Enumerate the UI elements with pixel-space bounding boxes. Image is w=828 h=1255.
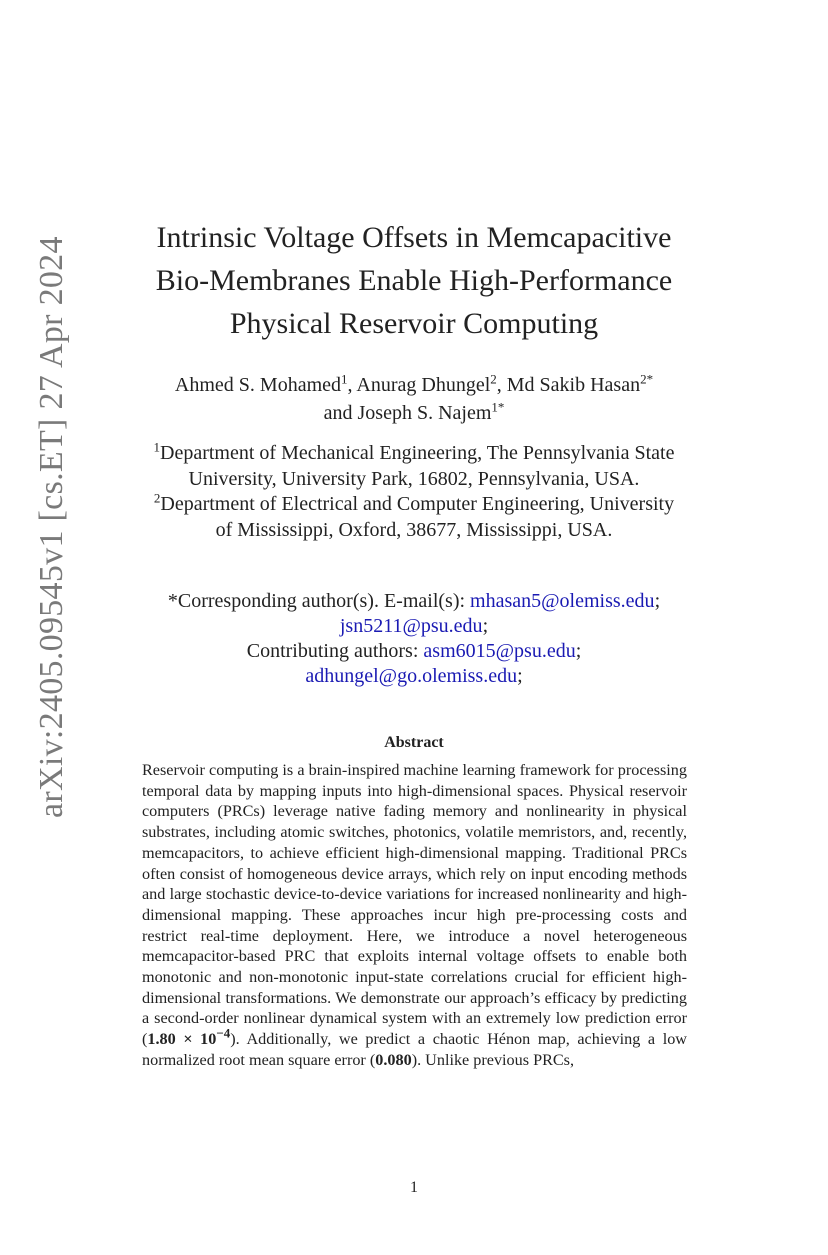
abstract-text: ). Additionally, we predict a chaotic Hénon map, achieving a low normalized root mean square error ( [142, 1030, 687, 1069]
author-name: Joseph S. Najem [357, 402, 492, 424]
corresponding-label: *Corresponding author(s). E-mail(s): [167, 590, 466, 612]
title-line: Intrinsic Voltage Offsets in Memcapacitive [156, 221, 672, 254]
author-affiliation-mark: 1 [341, 371, 348, 387]
title-line: Physical Reservoir Computing [229, 307, 599, 340]
affiliation-text: Department of Electrical and Computer Engineering, University [160, 493, 675, 515]
arxiv-identifier: arXiv:2405.09545v1 [cs.ET] 27 Apr 2024 [33, 236, 70, 818]
title-line: Bio-Membranes Enable High-Performance [155, 264, 673, 297]
affiliation-mark: 1 [153, 439, 161, 455]
author-line [100, 399, 728, 427]
affiliation-line: University, University Park, 16802, Pennsylvania, USA. [188, 467, 640, 490]
separator: ; [517, 665, 523, 687]
contact-line [100, 614, 728, 639]
contributing-label: Contributing authors: [246, 640, 419, 662]
error-mantissa: 1.80 × 10 [147, 1030, 217, 1049]
affiliation-line [100, 492, 728, 518]
author-name: Ahmed S. Mohamed [174, 374, 341, 396]
email-link[interactable]: adhungel@go.olemiss.edu [305, 665, 518, 687]
error-exponent: −4 [216, 1025, 231, 1041]
author-name: Md Sakib Hasan [506, 374, 641, 396]
prediction-error-value [147, 1025, 231, 1049]
author-affiliation-mark: 2* [640, 371, 654, 387]
abstract-text: ). Unlike previous PRCs, [411, 1050, 575, 1069]
email-link[interactable]: jsn5211@psu.edu [339, 615, 483, 637]
affiliation-line [100, 441, 728, 467]
contact-line [100, 664, 728, 689]
separator: ; [654, 590, 661, 612]
abstract-text: Reservoir computing is a brain-inspired machine learning framework for processing temporal data by mapping inputs into high-dimensional spaces. Physical reservoir computers (PRCs) leverage native fading memory and nonlinearity in physical substrates, including atomic switches, photonics, volatile memristors, and, recently, memcapacitors, to achieve efficient high-dimensional mapping. Traditional PRCs often consist of homogeneous device arrays, which rely on input encoding methods and large stochastic device-to-device variations for increased nonlinearity and high-dimensional mapping. These approaches incur high pre-processing costs and restrict real-time deployment. Here, we introduce a novel heterogeneous memcapacitor-based PRC that exploits internal voltage offsets to enable both monotonic and non-monotonic input-state correlations crucial for efficient high-dimensional transformations. We demonstrate our approach’s efficacy by predicting a second-order nonlinear dynamical system with an extremely low prediction error ( [142, 761, 687, 1049]
contact-line [100, 639, 728, 664]
author-name: Anurag Dhungel [356, 374, 491, 396]
author-line: Ahmed S. Mohamed$^1$, Anurag Dhungel$^2$, Md Sakib Hasan$^{2*}$ [174, 371, 654, 396]
affiliations [100, 441, 728, 543]
abstract-body [142, 760, 687, 1071]
contact-line [100, 589, 728, 614]
contact-info [100, 589, 728, 689]
affiliation-text: Department of Mechanical Engineering, The Pennsylvania State [160, 442, 675, 464]
affiliation-mark: 2 [153, 490, 161, 506]
page-number: 1 [410, 1179, 418, 1196]
abstract-heading: Abstract [384, 734, 444, 751]
author-affiliation-mark: 1* [491, 399, 505, 415]
author-affiliation-mark: 2 [490, 371, 497, 387]
email-link[interactable]: mhasan5@olemiss.edu [470, 590, 655, 612]
separator: ; [575, 640, 582, 662]
separator: ; [482, 615, 489, 637]
author-list [100, 371, 728, 427]
nrmse-value: 0.080 [375, 1050, 412, 1069]
affiliation-line: of Mississippi, Oxford, 38677, Mississippi, USA. [215, 518, 613, 541]
paper-title [100, 216, 728, 345]
author-conjunction: and [323, 402, 353, 424]
email-link[interactable]: asm6015@psu.edu [423, 640, 576, 662]
